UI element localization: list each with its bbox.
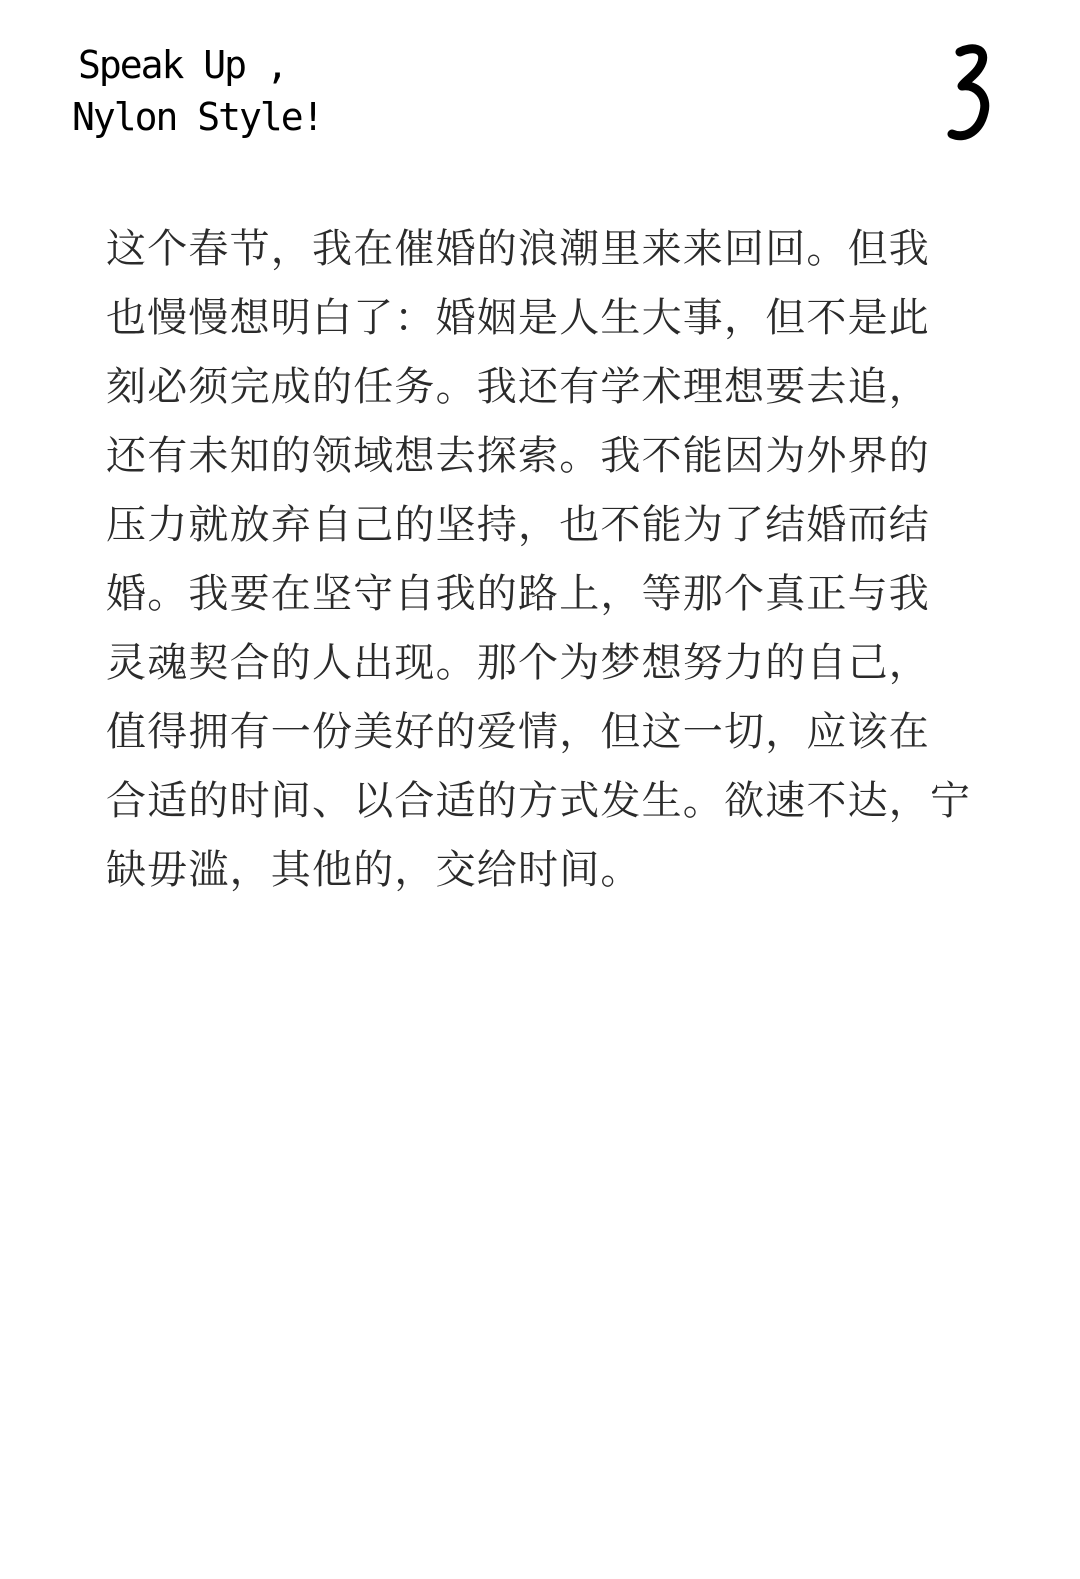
brand-logo <box>70 38 340 158</box>
article-line: 还有未知的领域想去探索。我不能因为外界的 <box>106 433 930 479</box>
article-body <box>106 215 976 905</box>
article-line: 刻必须完成的任务。我还有学术理想要去追， <box>106 364 930 410</box>
brand-logo-graphic <box>70 38 340 158</box>
article-line: 也慢慢想明白了：婚姻是人生大事，但不是此 <box>106 295 930 341</box>
article-line: 灵魂契合的人出现。那个为梦想努力的自己， <box>106 640 930 686</box>
article-line: 这个春节，我在催婚的浪潮里来来回回。但我 <box>106 226 930 272</box>
article-line: 缺毋滥，其他的，交给时间。 <box>106 847 642 893</box>
article-line: 合适的时间、以合适的方式发生。欲速不达，宁 <box>106 778 972 824</box>
article-line: 婚。我要在坚守自我的路上，等那个真正与我 <box>106 571 930 617</box>
article-line: 值得拥有一份美好的爱情，但这一切，应该在 <box>106 709 930 755</box>
page-number <box>942 38 1002 148</box>
page-number-glyph <box>942 38 1002 148</box>
logo-line-2: Nylon Style! <box>72 95 323 139</box>
logo-line-1: Speak Up , <box>78 43 287 87</box>
page-number-stroke <box>952 49 985 136</box>
article-line: 压力就放弃自己的坚持，也不能为了结婚而结 <box>106 502 930 548</box>
